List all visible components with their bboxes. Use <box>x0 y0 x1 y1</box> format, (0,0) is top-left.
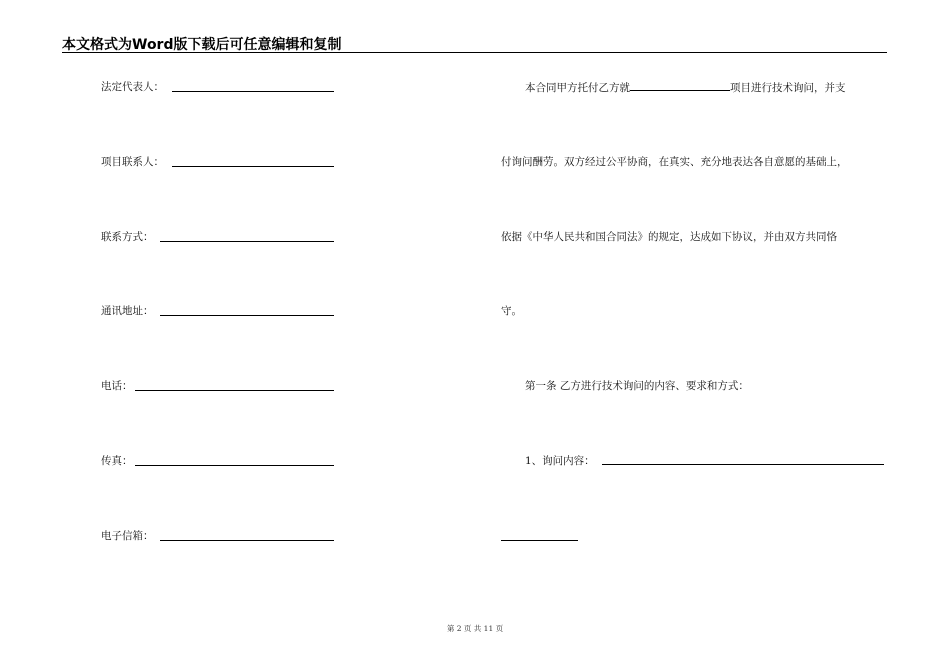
field-label-email: 电子信箱： <box>101 530 154 542</box>
field-label-project-contact: 项目联系人： <box>101 156 164 168</box>
field-blank-fax[interactable] <box>135 465 334 466</box>
intro-text-part-1: 本合同甲方托付乙方就 <box>525 82 630 94</box>
field-blank-mailing-address[interactable] <box>160 315 334 316</box>
page-number-footer: 第 2 页 共 11 页 <box>446 624 504 633</box>
field-label-mailing-address: 通讯地址： <box>101 305 154 317</box>
contract-intro-line-3: 依据《中华人民共和国合同法》的规定，达成如下协议，并由双方共同恪 <box>501 231 837 243</box>
field-blank-phone[interactable] <box>135 390 334 391</box>
contract-intro-line-2: 付询问酬劳。双方经过公平协商，在真实、充分地表达各自意愿的基础上， <box>501 156 848 168</box>
field-blank-project-contact[interactable] <box>172 166 334 167</box>
field-blank-email[interactable] <box>160 540 334 541</box>
document-header-title: 本文格式为Word版下载后可任意编辑和复制 <box>62 37 342 53</box>
contract-intro-line-4: 守。 <box>501 305 522 317</box>
item-1-consulting-content-label: 1、询问内容： <box>525 455 595 467</box>
project-name-blank[interactable] <box>630 80 730 91</box>
intro-text-part-2: 项目进行技术询问，并支 <box>730 82 846 94</box>
article-1-title: 第一条 乙方进行技术询问的内容、要求和方式： <box>525 380 749 392</box>
field-label-legal-representative: 法定代表人： <box>101 81 164 93</box>
consulting-content-blank-line-2[interactable] <box>501 540 578 541</box>
field-label-phone: 电话： <box>101 380 133 392</box>
field-blank-contact-method[interactable] <box>160 241 334 242</box>
header-divider <box>62 52 887 53</box>
field-label-contact-method: 联系方式： <box>101 231 154 243</box>
field-label-fax: 传真： <box>101 455 133 467</box>
contract-intro-line-1 <box>525 80 846 94</box>
field-blank-legal-representative[interactable] <box>172 91 334 92</box>
consulting-content-blank-line-1[interactable] <box>602 464 884 465</box>
